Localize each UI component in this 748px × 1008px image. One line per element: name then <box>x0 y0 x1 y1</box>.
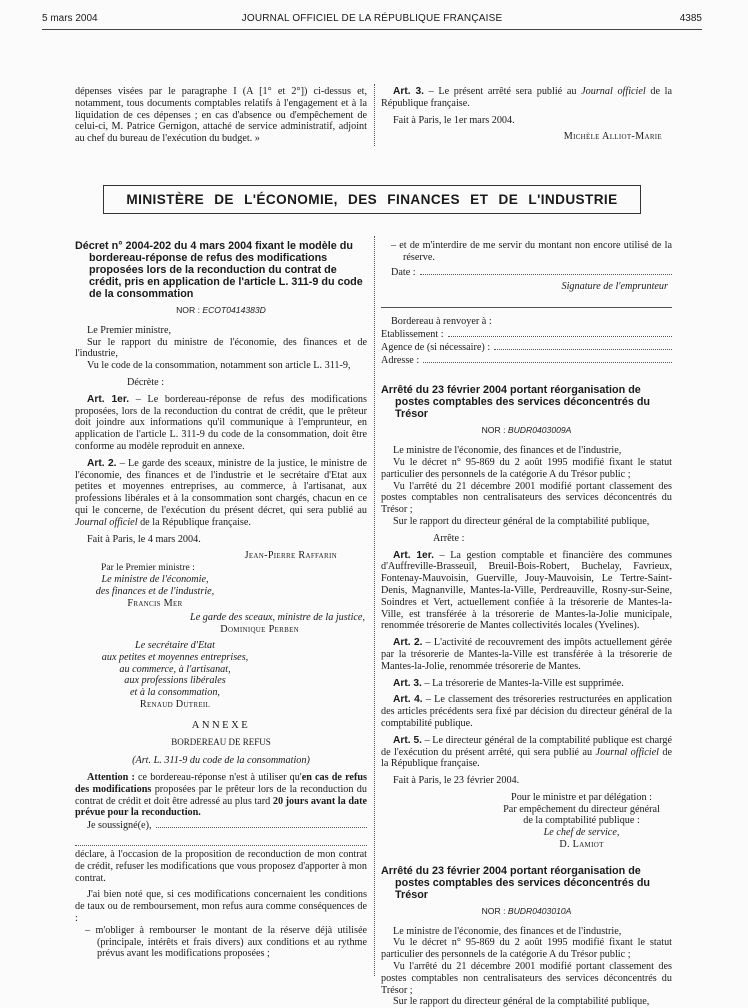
form-separator <box>381 307 672 308</box>
top-right-article <box>381 86 672 143</box>
etablissement-dotted-line[interactable] <box>448 328 672 337</box>
continuation-text: dépenses visées par le paragraphe I (A [1° et 2°]) ci-dessus et, notamment, tous documents comptables relatifs à l'engagement et à la liquidation de ces dépenses ; en cas d'absence ou d'empêchement de celui-ci, M. Patrice Gernigon, attaché de service administratif, adjoint au chef du bureau de l'exécution du budget. » <box>75 86 367 145</box>
arrete1-title: Arrêté du 23 février 2004 portant réorganisation de postes comptables des services déconcentrés du Trésor <box>381 384 651 421</box>
arrete2-nor: NOR : BUDR0403010A <box>481 905 572 916</box>
arrete1-article-4: Art. 4. – Le classement des trésoreries restructurées en application des articles précédents sera fixé par décision du directeur général de la comptabilité publique. <box>381 694 672 729</box>
soussigne-dotted-line[interactable] <box>156 819 367 828</box>
signature: Michèle Alliot-Marie <box>563 131 662 143</box>
issue-date: 5 mars 2004 <box>42 13 98 24</box>
consequence-1: – m'obliger à rembourser le montant de la réserve déjà utilisée (principale, intérêts et frais divers) aux conditions et au rythme prévus avant les modifications proposées ; <box>85 924 367 960</box>
arrete1-nor: NOR : BUDR0403009A <box>481 425 572 436</box>
preamble-line: Vu le code de la consommation, notamment son article L. 311-9, <box>87 360 351 372</box>
consequence-2: – et de m'interdire de me servir du montant non encore utilisé de la réserve. <box>391 240 672 263</box>
agence-dotted-line[interactable] <box>494 341 672 350</box>
signature-pm: Jean-Pierre Raffarin <box>244 550 337 562</box>
arrete1-article-3: Art. 3. – La trésorerie de Mantes-la-Ville est supprimée. <box>393 677 624 689</box>
decret-article-2: Art. 2. – Le garde des sceaux, ministre de la justice, le ministre de l'économie, des finances et de l'industrie et le secrétaire d'Etat aux petites et moyennes entreprises, au commerce, à l'artisanat, aux professions libérales et à la consommation sont chargés, chacun en ce qui le concerne, de l'exécution du présent décret, qui sera publié au Journal officiel de la République française. <box>75 457 367 528</box>
preamble-line: Vu l'arrêté du 21 décembre 2001 modifié portant classement des postes comptables non centralisateurs des services déconcentrés du Trésor ; <box>381 480 672 516</box>
ministry-banner: MINISTÈRE DE L'ÉCONOMIE, DES FINANCES ET DE L'INDUSTRIE <box>103 185 641 214</box>
adresse-dotted-line[interactable] <box>423 354 672 363</box>
fait-a-paris: Fait à Paris, le 23 février 2004. <box>393 775 520 787</box>
soussigne-field[interactable]: Je soussigné(e), <box>75 819 367 832</box>
arrete1-article-5: Art. 5. – Le directeur général de la comptabilité publique est chargé de l'exécution du présent arrêté, qui sera publié au Journal officiel de la République française. <box>381 734 672 770</box>
right-column <box>381 240 672 1008</box>
signatory-justice: Le garde des sceaux, ministre de la justice, Dominique Perben <box>190 612 365 636</box>
soussigne-dotted-line-2[interactable] <box>75 832 367 846</box>
page-number: 4385 <box>679 13 702 24</box>
adresse-field[interactable]: Adresse : <box>381 354 672 367</box>
annexe-subtitle: BORDEREAU DE REFUS <box>171 736 271 747</box>
date-dotted-line[interactable] <box>420 266 672 275</box>
fait-a-paris: Fait à Paris, le 1er mars 2004. <box>393 114 515 126</box>
signatory-economy: Le ministre de l'économie, des finances et de l'industrie, Francis Mer <box>95 573 215 609</box>
column-divider-main <box>374 236 375 976</box>
journal-title: JOURNAL OFFICIEL DE LA RÉPUBLIQUE FRANÇAISE <box>241 13 503 24</box>
fait-a-paris: Fait à Paris, le 4 mars 2004. <box>87 533 201 545</box>
signatory-sme: Le secrétaire d'Etat aux petites et moyennes entreprises, au commerce, à l'artisanat, aux professions libérales et à la consommation, Renaud Dutreil <box>101 639 249 710</box>
declare-text: déclare, à l'occasion de la proposition de reconduction de mon contrat de crédit, refuser les modifications que vous proposez d'apporter à mon contrat. <box>75 849 367 884</box>
decret-nor: NOR : ECOT0414383D <box>176 305 266 315</box>
preamble-line: Le Premier ministre, <box>87 324 172 336</box>
annexe-reference: (Art. L. 311-9 du code de la consommation) <box>132 755 310 767</box>
delegation-signature: Pour le ministre et par délégation : Par empêchement du directeur général de la comptabilité publique : Le chef de service, D. Lamiot <box>503 791 660 851</box>
annexe-title: ANNEXE <box>191 719 251 731</box>
article-3: Art. 3. – Le présent arrêté sera publié au Journal officiel de la République française. <box>381 86 673 109</box>
etablissement-field[interactable]: Etablissement : <box>381 328 672 341</box>
header-rule <box>42 29 702 30</box>
attention-notice: Attention : ce bordereau-réponse n'est à utiliser qu'en cas de refus des modifications proposées par le prêteur lors de la reconduction du contrat de crédit et doit être adressé au plus tard 20 jours avant la date prévue pour la reconduction. <box>75 772 367 819</box>
preamble-line: Sur le rapport du directeur général de la comptabilité publique, <box>393 515 650 527</box>
preamble-line: Vu le décret n° 95-869 du 2 août 1995 modifié fixant le statut particulier des personnels de la catégorie A du Trésor public ; <box>381 937 672 961</box>
decret-column <box>75 240 367 960</box>
page-header <box>42 13 702 27</box>
signature-label: Signature de l'emprunteur <box>561 281 668 293</box>
decrete: Décrète : <box>127 376 165 388</box>
preamble-line: Le ministre de l'économie, des finances et de l'industrie, <box>393 445 622 457</box>
preamble-line: Sur le rapport du ministre de l'économie, des finances et de l'industrie, <box>75 336 367 360</box>
column-divider-top <box>374 84 375 146</box>
preamble-line: Sur le rapport du directeur général de la comptabilité publique, <box>393 996 650 1008</box>
par-premier-ministre: Par le Premier ministre : <box>101 562 195 574</box>
preamble-line: Le ministre de l'économie, des finances et de l'industrie, <box>393 925 622 937</box>
arrete2-title: Arrêté du 23 février 2004 portant réorganisation de postes comptables des services déconcentrés du Trésor <box>381 864 651 901</box>
arrete1-article-2: Art. 2. – L'activité de recouvrement des impôts actuellement gérée par la trésorerie de Mantes-la-Ville est transférée à la trésorerie de Mantes-la-Jolie, renommée trésorerie de Mantes. <box>381 637 672 672</box>
agence-field[interactable]: Agence de (si nécessaire) : <box>381 341 672 354</box>
preamble-line: Vu le décret n° 95-869 du 2 août 1995 modifié fixant le statut particulier des personnels de la catégorie A du Trésor public ; <box>381 456 672 480</box>
arrete-label: Arrête : <box>433 532 465 544</box>
arrete1-article-1: Art. 1er. – La gestion comptable et financière des communes d'Auffreville-Brasseuil, Breuil-Bois-Robert, Buchelay, Favrieux, Fontenay-Mauvoisin, Guerville, Jouy-Mauvoisin, Le Tertre-Saint-Denis, Magnanville, Mantes-la-Ville, Perdreauville, Rosny-sur-Seine, Soindres et Vert, actuellement confiée à la trésorerie de Mantes-la-Ville, est transférée à la trésorerie de Mantes-la-Jolie municipale, renommée trésorerie de Mantes collectivités locales (Yvelines). <box>381 549 672 632</box>
renvoyer-label: Bordereau à renvoyer à : <box>391 316 492 328</box>
top-left-continuation <box>75 86 367 145</box>
decret-title: Décret n° 2004-202 du 4 mars 2004 fixant le modèle du bordereau-réponse de refus des modifications proposées lors de la reconduction du contrat de crédit, pris en application de l'article L. 311-9 du code de la consommation <box>75 240 363 300</box>
decret-article-1: Art. 1er. – Le bordereau-réponse de refus des modifications proposées, lors de la reconduction du contrat de crédit, que le prêteur doit joindre aux informations qu'il communique à l'emprunteur, en application de l'article L. 311-9 du code de la consommation, doit être conforme au modèle reproduit en annexe. <box>75 393 367 452</box>
date-field[interactable]: Date : <box>381 266 672 279</box>
preamble-line: Vu l'arrêté du 21 décembre 2001 modifié portant classement des postes comptables non centralisateurs des services déconcentrés du Trésor ; <box>381 961 672 996</box>
note-text: J'ai bien noté que, si ces modifications concernaient les conditions de taux ou de remboursement, mon refus aura comme conséquences de : <box>75 889 367 925</box>
